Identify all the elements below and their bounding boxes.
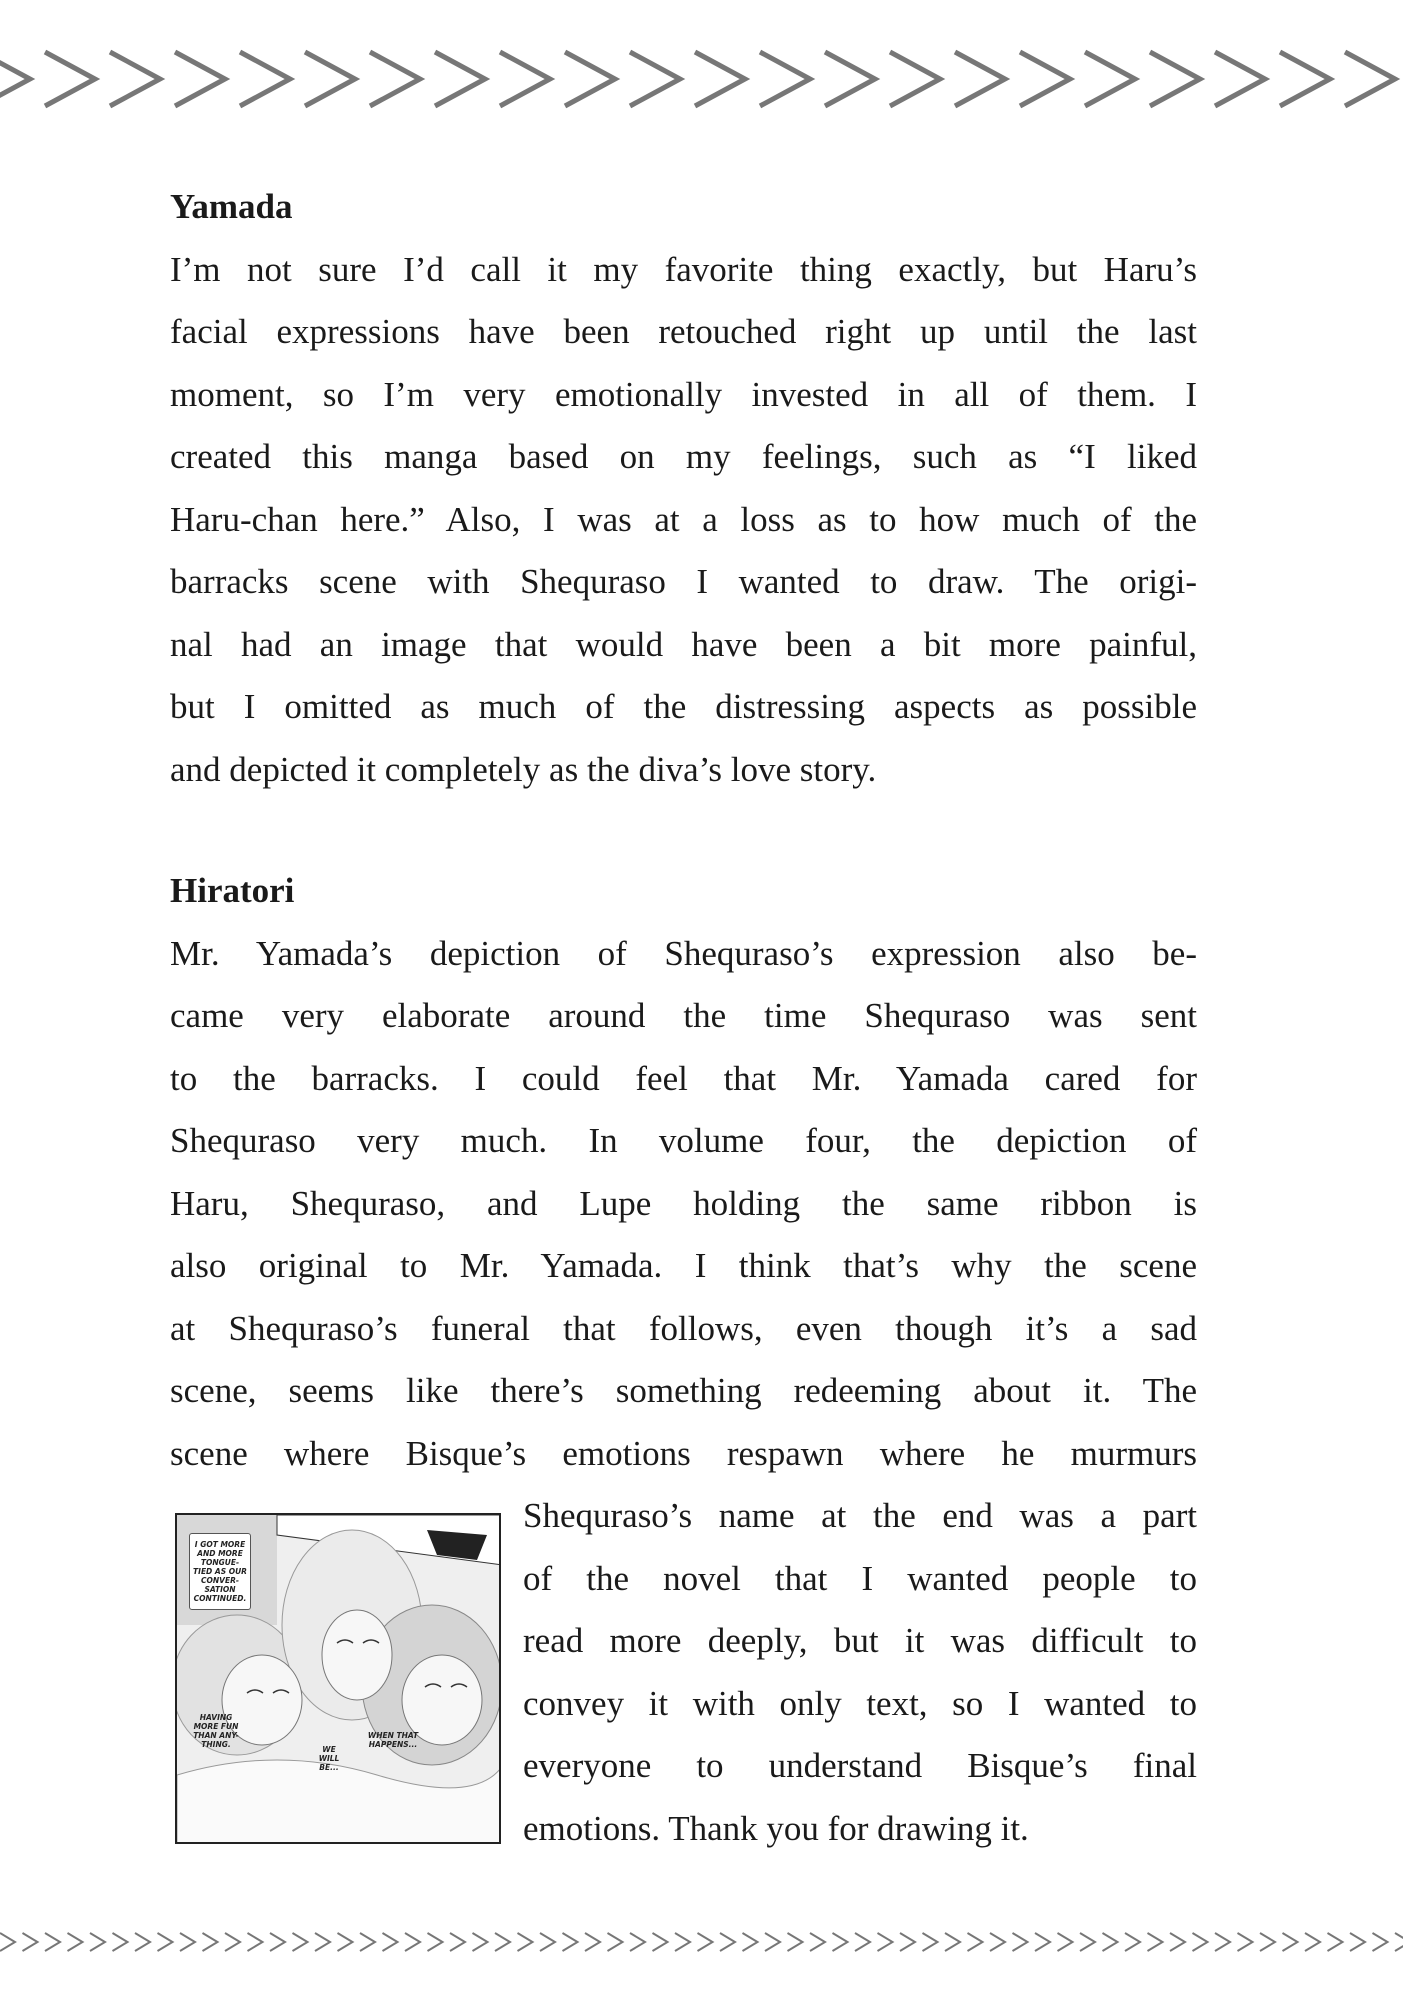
chevron-icon [158,1933,173,1951]
chevron-icon [473,1933,488,1951]
text-line: facial expressions have been retouched right up until the last [170,312,1197,351]
chevron-icon [630,52,680,106]
chevron-icon [1020,52,1070,106]
chevron-icon [203,1933,218,1951]
chevron-icon [540,1933,555,1951]
chevron-icon [743,1933,758,1951]
chevron-icon [923,1933,938,1951]
chevron-icon [698,1933,713,1951]
chevron-icon [110,52,160,106]
chevron-icon [113,1933,128,1951]
chevron-icon [1373,1933,1388,1951]
chevron-icon [1283,1933,1298,1951]
chevron-icon [608,1933,623,1951]
chevron-icon [810,1933,825,1951]
chevron-icon [23,1933,38,1951]
chevron-icon [630,1933,645,1951]
chevron-icon [1080,1933,1095,1951]
chevron-icon [305,52,355,106]
manga-panel-image [175,1513,501,1844]
chevron-icon [435,52,485,106]
chevron-icon [175,52,225,106]
text-line: created this manga based on my feelings, such as “I liked [170,437,1197,476]
chevron-border-top [0,48,1403,110]
chevron-icon [518,1933,533,1951]
text-line: Mr. Yamada’s depiction of Shequraso’s expression also be- [170,933,1197,973]
chevron-icon [428,1933,443,1951]
chevron-icon [225,1933,240,1951]
chevron-icon [878,1933,893,1951]
speech-text-left: HAVING MORE FUN THAN ANY-THING. [193,1713,239,1749]
chevron-icon [1058,1933,1073,1951]
chevron-icon [500,52,550,106]
chevron-icon [563,1933,578,1951]
chevron-icon [495,1933,510,1951]
chevron-icon [1193,1933,1208,1951]
chevron-icon [585,1933,600,1951]
chevron-icon [1148,1933,1163,1951]
chevron-icon [1305,1933,1320,1951]
text-line: everyone to understand Bisque’s final [523,1746,1197,1785]
chevron-icon [1103,1933,1118,1951]
text-line: came very elaborate around the time Shequraso was sent [170,996,1197,1035]
text-line: scene where Bisque’s emotions respawn where he murmurs [170,1433,1197,1473]
chevron-icon [1215,52,1265,106]
chevron-icon [1170,1933,1185,1951]
text-line: also original to Mr. Yamada. I think that’s why the scene [170,1246,1197,1285]
text-line: barracks scene with Shequraso I wanted to draw. The origi- [170,562,1197,601]
chevron-icon [1035,1933,1050,1951]
chevron-icon [1345,52,1395,106]
text-line: Haru-chan here.” Also, I was at a loss as to how much of the [170,499,1197,539]
text-line: and depicted it completely as the diva’s love story. [170,749,877,789]
chevron-icon [248,1933,263,1951]
chevron-icon [1395,1933,1403,1951]
text-line: but I omitted as much of the distressing aspects as possible [170,687,1197,726]
chevron-icon [90,1933,105,1951]
text-line: Shequraso very much. In volume four, the depiction of [170,1121,1197,1160]
chevron-icon [890,52,940,106]
chevron-icon [765,1933,780,1951]
chevron-icon [1215,1933,1230,1951]
chevron-icon [45,52,95,106]
caption-box: I GOT MORE AND MORE TONGUE-TIED AS OUR CONVER-SATION CONTINUED. [189,1533,251,1610]
chevron-icon [825,52,875,106]
text-line: at Shequraso’s funeral that follows, even though it’s a sad [170,1308,1197,1348]
chevron-icon [1328,1933,1343,1951]
chevron-icon [968,1933,983,1951]
chevron-icon [180,1933,195,1951]
chevron-icon [45,1933,60,1951]
chevron-icon [760,52,810,106]
chevron-icon [1260,1933,1275,1951]
chevron-icon [695,52,745,106]
chevron-icon [1350,1933,1365,1951]
hiratori-section [170,860,1197,1485]
hiratori-wrapped-text [523,1485,1197,1860]
text-line: emotions. Thank you for drawing it. [523,1808,1029,1848]
chevron-icon [315,1933,330,1951]
text-line: moment, so I’m very emotionally invested in all of them. I [170,374,1197,414]
text-line: I’m not sure I’d call it my favorite thing exactly, but Haru’s [170,249,1197,289]
yamada-section [170,176,1197,801]
text-line: to the barracks. I could feel that Mr. Yamada cared for [170,1058,1197,1098]
chevron-icon [383,1933,398,1951]
chevron-icon [293,1933,308,1951]
speaker-name: Yamada [170,187,293,226]
text-line: of the novel that I wanted people to [523,1558,1197,1598]
text-line: Haru, Shequraso, and Lupe holding the same ribbon is [170,1183,1197,1223]
chevron-icon [450,1933,465,1951]
chevron-icon [900,1933,915,1951]
chevron-icon [135,1933,150,1951]
chevron-icon [833,1933,848,1951]
chevron-icon [955,52,1005,106]
chevron-icon [0,52,30,106]
chevron-icon [68,1933,83,1951]
chevron-icon [1280,52,1330,106]
chevron-icon [1125,1933,1140,1951]
chevron-icon [945,1933,960,1951]
chevron-icon [370,52,420,106]
chevron-icon [240,52,290,106]
chevron-border-bottom [0,1930,1403,1956]
chevron-icon [855,1933,870,1951]
chevron-icon [653,1933,668,1951]
speech-text-right: WHEN THAT HAPPENS... [367,1731,419,1749]
chevron-icon [0,1933,15,1951]
chevron-icon [788,1933,803,1951]
chevron-icon [405,1933,420,1951]
chevron-icon [1238,1933,1253,1951]
text-line: scene, seems like there’s something redeeming about it. The [170,1371,1197,1410]
chevron-icon [1150,52,1200,106]
chevron-icon [270,1933,285,1951]
text-line: nal had an image that would have been a bit more painful, [170,624,1197,664]
chevron-icon [675,1933,690,1951]
text-line: Shequraso’s name at the end was a part [523,1496,1197,1535]
chevron-icon [338,1933,353,1951]
speaker-name: Hiratori [170,871,295,910]
chevron-icon [1085,52,1135,106]
chevron-icon [1013,1933,1028,1951]
text-line: convey it with only text, so I wanted to [523,1683,1197,1723]
chevron-icon [720,1933,735,1951]
speech-text-middle: WE WILL BE... [318,1745,340,1772]
chevron-icon [990,1933,1005,1951]
chevron-icon [565,52,615,106]
text-line: read more deeply, but it was difficult to [523,1621,1197,1660]
chevron-icon [360,1933,375,1951]
